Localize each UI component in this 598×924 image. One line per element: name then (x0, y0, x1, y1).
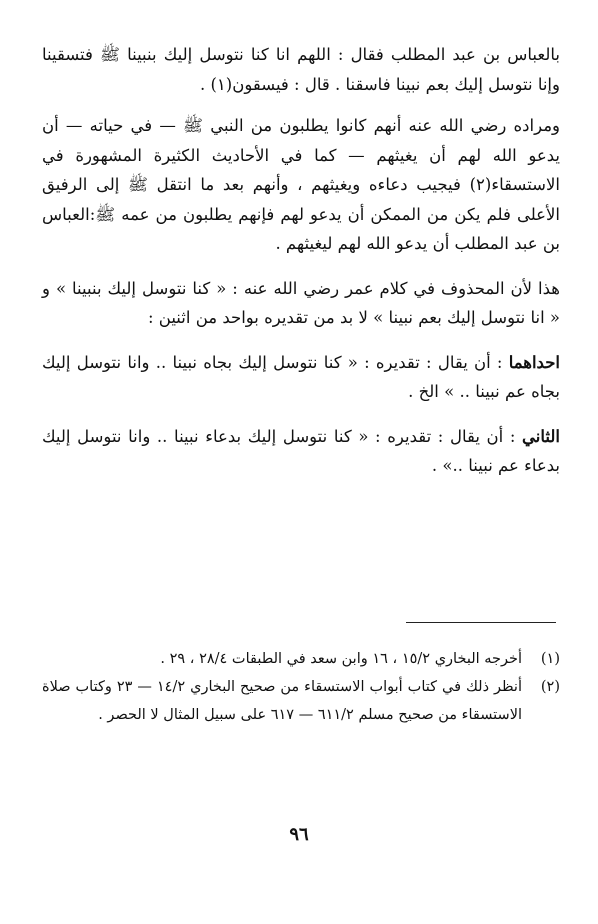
footnote-separator (406, 622, 556, 623)
footnote-number: (١) (540, 651, 560, 667)
paragraph-4-text: : أن يقال : تقديره : « كنا نتوسل إليك بجاه نبينا .. وانا نتوسل إليك بجاه عم نبينا .. » الخ . (42, 352, 560, 401)
paragraph-4 (42, 348, 560, 407)
paragraph-5 (42, 422, 560, 481)
footnote-text: أنظر ذلك في كتاب أبواب الاستسقاء من صحيح البخاري ١٤/٢ — ٢٣ وكتاب صلاة الاستسقاء من صحيح مسلم ٦١١/٢ — ٦١٧ على سبيل المثال لا الحصر . (42, 679, 522, 723)
paragraph-3: هذا لأن المحذوف في كلام عمر رضي الله عنه : « كنا نتوسل إليك بنبينا » و « انا نتوسل إليك بعم نبينا » لا بد من تقديره بواحد من اثنين : (42, 278, 560, 327)
footnote-1 (42, 645, 560, 673)
paragraph-4-label: احداهما (508, 352, 560, 372)
paragraph-2: ومراده رضي الله عنه أنهم كانوا يطلبون من النبي ﷺ — في حياته — أن يدعو الله لهم أن يغيثهم — كما في الأحاديث الكثيرة المشهورة في الاستسقاء(٢) فيجيب دعاءه ويغيثهم ، وأنهم بعد ما انتقل ﷺ إلى الرفيق الأعلى فلم يكن من الممكن أن يدعو لهم فإنهم يطلبون من عمه ﷺ:العباس بن عبد المطلب أن يدعو الله لهم ليغيثهم . (42, 116, 560, 253)
paragraph-5-label: الثاني (522, 426, 560, 446)
footnotes (42, 645, 560, 729)
page-number: ٩٦ (289, 824, 309, 845)
footnote-2 (42, 673, 560, 729)
footnote-text: أخرجه البخاري ١٥/٢ ، ١٦ وابن سعد في الطبقات ٢٨/٤ ، ٢٩ . (160, 651, 522, 667)
paragraph-1: بالعباس بن عبد المطلب فقال : اللهم انا كنا نتوسل إليك بنبينا ﷺ فتسقينا وإنا نتوسل إليك بعم نبينا فاسقنا . قال : فيسقون(١) . (42, 45, 560, 94)
paragraph-5-text: : أن يقال : تقديره : « كنا نتوسل إليك بدعاء نبينا .. وانا نتوسل إليك بدعاء عم نبينا ..» . (42, 426, 560, 475)
page-body (42, 40, 560, 496)
footnote-number: (٢) (540, 679, 560, 695)
